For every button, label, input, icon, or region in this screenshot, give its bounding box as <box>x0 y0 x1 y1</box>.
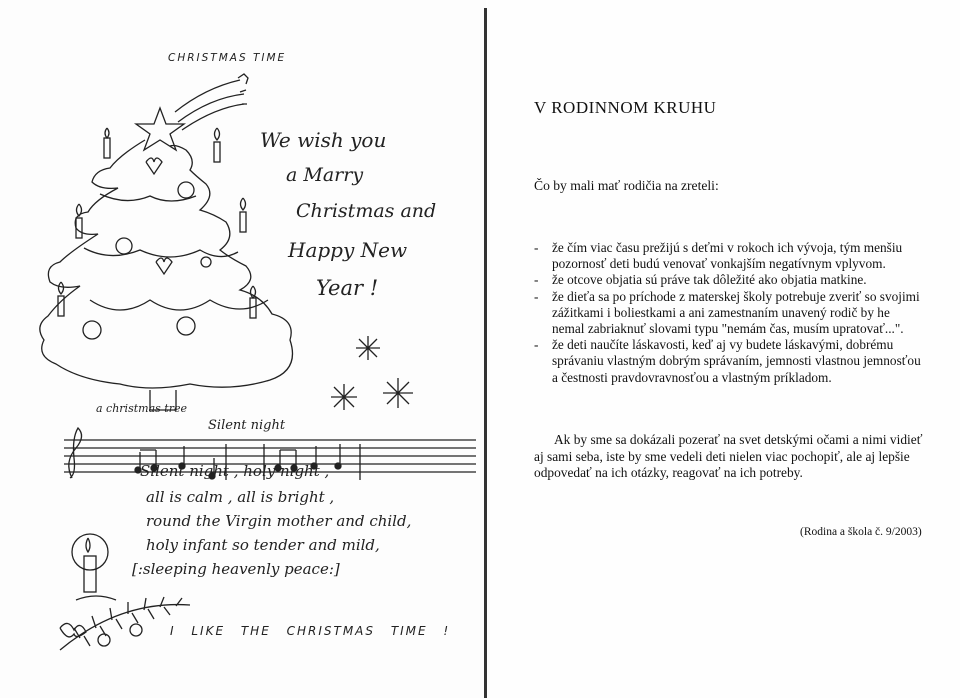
lyric-line-3: round the Virgin mother and child, <box>146 512 412 530</box>
bullet-dash: - <box>534 240 539 255</box>
wish-line-5: Year ! <box>316 276 379 300</box>
lyric-line-5: [:sleeping heavenly peace:] <box>132 560 340 578</box>
paragraph-line: odpovedať na ich otázky, reagovať na ich potreby. <box>534 465 803 481</box>
lyric-line-1: Silent night , holy night , <box>140 462 330 480</box>
tree-caption: a christmas tree <box>96 402 187 415</box>
bullet-line: že čím viac času prežijú s deťmi v rokoch ich vývoja, tým menšiu <box>552 240 903 255</box>
bullet-line: správaniu vlastným dobrým správaním, jemnosti vlastnou jemnosťou <box>552 353 921 369</box>
candle-holder <box>72 534 116 600</box>
bullet-list <box>534 240 921 386</box>
left-page-heading: CHRISTMAS TIME <box>168 52 287 64</box>
paragraph-line: aj sami seba, iste by sme vedeli deti nielen viac pochopiť, ale aj lepšie <box>534 448 910 464</box>
list-item <box>534 272 921 288</box>
source-citation: (Rodina a škola č. 9/2003) <box>800 526 922 538</box>
wish-line-2: a Marry <box>286 164 364 186</box>
bullet-line: nemal zabriaknuť slovami typu "nemám čas, musím upratovať...". <box>552 321 904 337</box>
tree-layer-line <box>90 300 268 310</box>
list-item <box>534 240 921 272</box>
paragraph-line: Ak by sme sa dokázali pozerať na svet detskými očami a nimi vidieť <box>554 432 923 447</box>
treble-clef <box>69 428 82 478</box>
closing-paragraph <box>534 432 960 482</box>
bullet-dash: - <box>534 288 539 304</box>
bullet-dash: - <box>534 272 539 288</box>
ornaments <box>83 158 211 339</box>
page-gutter <box>484 8 487 698</box>
article-subheading: Čo by mali mať rodičia na zreteli: <box>534 178 719 193</box>
tree-outline <box>40 140 293 388</box>
wish-line-1: We wish you <box>260 128 387 152</box>
wish-line-4: Happy New <box>288 238 408 262</box>
list-item <box>534 337 921 386</box>
lyric-line-2: all is calm , all is bright , <box>146 488 335 506</box>
tree-layer-line <box>100 194 196 201</box>
tree-star <box>136 108 184 150</box>
wish-line-3: Christmas and <box>296 200 437 222</box>
bullet-line: pozornosť deti budú venovať vonkajším negatívnym vplyvom. <box>552 256 886 272</box>
star-tail-tips <box>238 74 248 104</box>
bullet-line: že otcove objatia sú práve tak dôležité ako objatia matkine. <box>552 272 867 288</box>
tree-layer-line <box>84 248 238 257</box>
bullet-line: že dieťa sa po príchode z materskej školy potrebuje zveriť so svojimi <box>552 288 920 304</box>
bullet-dash: - <box>534 337 539 353</box>
list-item <box>534 289 921 338</box>
star-tail <box>175 80 244 130</box>
song-title: Silent night <box>208 418 286 433</box>
article-title: V RODINNOM KRUHU <box>534 98 717 117</box>
lyric-line-4: holy infant so tender and mild, <box>146 536 380 554</box>
bullet-line: zážitkami i boliestkami a ani zamestnaním unavený rodič by he <box>552 304 890 320</box>
bullet-line: a čestnosti pravdovravnosťou a vlastným príkladom. <box>552 369 832 385</box>
right-page <box>488 0 960 698</box>
snowflakes <box>331 336 413 410</box>
bullet-line: že deti naučíte láskavosti, keď aj vy budete láskavými, dobrému <box>552 337 894 353</box>
left-page-footer: I LIKE THE CHRISTMAS TIME ! <box>170 624 451 638</box>
